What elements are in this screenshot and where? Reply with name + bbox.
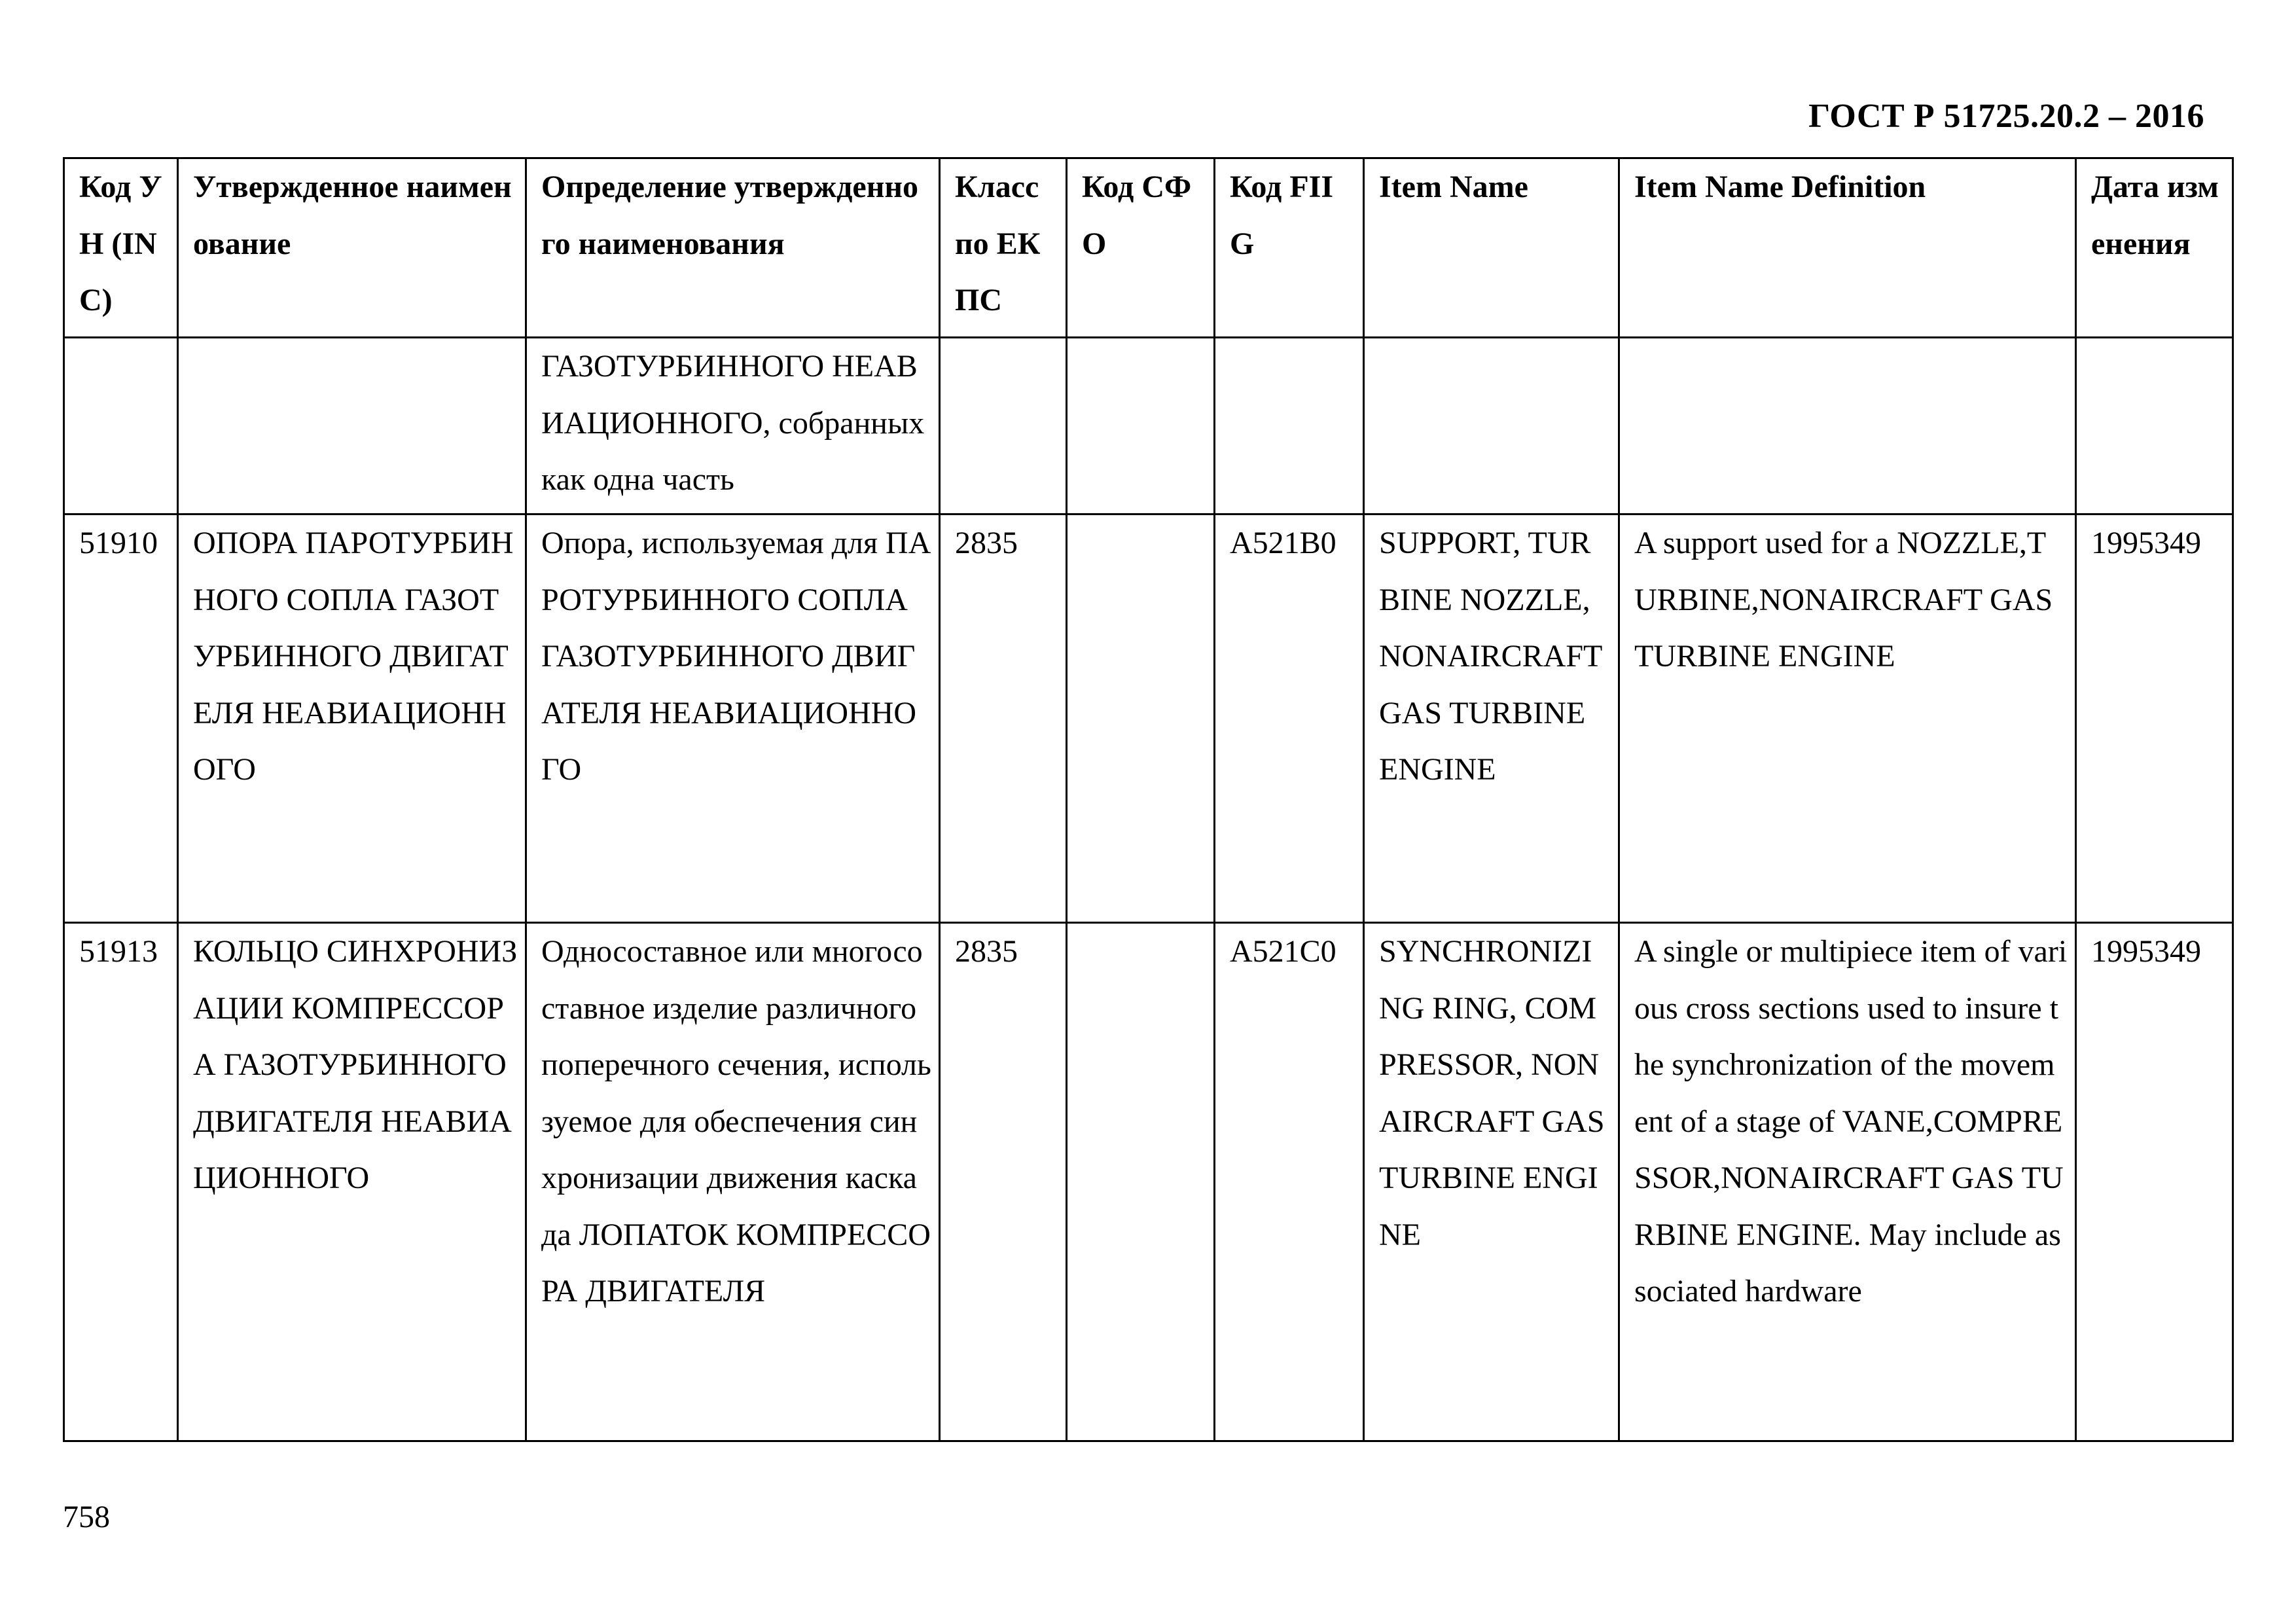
cell-fiig — [1215, 338, 1364, 514]
cell-item-name-definition: A single or multipiece item of various cross sections used to insure the synchronization of the movement of a stage of VANE,COMPRESSOR,NONAIRCRAFT GAS TURBINE ENGINE. May include associated hardware — [1619, 923, 2076, 1441]
cell-class: 2835 — [940, 514, 1067, 923]
column-header-definition: Определение утвержденного наименования — [526, 158, 940, 338]
cell-definition: ГАЗОТУРБИННОГО НЕАВИАЦИОННОГО, собранных как одна часть — [526, 338, 940, 514]
cell-item-name: SYNCHRONIZING RING, COMPRESSOR, NONAIRCRAFT GAS TURBINE ENGINE — [1364, 923, 1619, 1441]
cell-fiig: A521C0 — [1215, 923, 1364, 1441]
cell-approved-name: КОЛЬЦО СИНХРОНИЗАЦИИ КОМПРЕССОРА ГАЗОТУРБИННОГО ДВИГАТЕЛЯ НЕАВИАЦИОННОГО — [178, 923, 526, 1441]
cell-sfo — [1067, 923, 1215, 1441]
column-header-fiig: Код FIIG — [1215, 158, 1364, 338]
cell-sfo — [1067, 338, 1215, 514]
cell-change-date — [2076, 338, 2233, 514]
cell-inc: 51910 — [64, 514, 178, 923]
table-row — [64, 514, 2233, 923]
column-header-class: Класс по ЕКПС — [940, 158, 1067, 338]
cell-class: 2835 — [940, 923, 1067, 1441]
document-code: ГОСТ Р 51725.20.2 – 2016 — [1808, 98, 2204, 135]
cell-definition: Опора, используемая для ПАРОТУРБИННОГО СОПЛА ГАЗОТУРБИННОГО ДВИГАТЕЛЯ НЕАВИАЦИОННОГО — [526, 514, 940, 923]
column-header-approved-name: Утвержденное наименование — [178, 158, 526, 338]
cell-inc — [64, 338, 178, 514]
table-row — [64, 338, 2233, 514]
cell-item-name: SUPPORT, TURBINE NOZZLE, NONAIRCRAFT GAS TURBINE ENGINE — [1364, 514, 1619, 923]
cell-approved-name — [178, 338, 526, 514]
cell-definition: Односоставное или многосоставное изделие различного поперечного сечения, используемое для обеспечения синхронизации движения каскада ЛОПАТОК КОМПРЕССОРА ДВИГАТЕЛЯ — [526, 923, 940, 1441]
column-header-sfo: Код СФО — [1067, 158, 1215, 338]
classification-table — [63, 157, 2234, 1442]
cell-fiig: A521B0 — [1215, 514, 1364, 923]
table-header-row — [64, 158, 2233, 338]
cell-change-date: 1995349 — [2076, 514, 2233, 923]
cell-item-name — [1364, 338, 1619, 514]
cell-item-name-definition — [1619, 338, 2076, 514]
cell-item-name-definition: A support used for a NOZZLE,TURBINE,NONAIRCRAFT GAS TURBINE ENGINE — [1619, 514, 2076, 923]
page-number: 758 — [63, 1500, 110, 1534]
table-row — [64, 923, 2233, 1441]
cell-class — [940, 338, 1067, 514]
column-header-item-name-definition: Item Name Definition — [1619, 158, 2076, 338]
column-header-item-name: Item Name — [1364, 158, 1619, 338]
cell-sfo — [1067, 514, 1215, 923]
cell-change-date: 1995349 — [2076, 923, 2233, 1441]
cell-inc: 51913 — [64, 923, 178, 1441]
column-header-change-date: Дата изменения — [2076, 158, 2233, 338]
column-header-inc: Код УН (INC) — [64, 158, 178, 338]
cell-approved-name: ОПОРА ПАРОТУРБИННОГО СОПЛА ГАЗОТУРБИННОГО ДВИГАТЕЛЯ НЕАВИАЦИОННОГО — [178, 514, 526, 923]
